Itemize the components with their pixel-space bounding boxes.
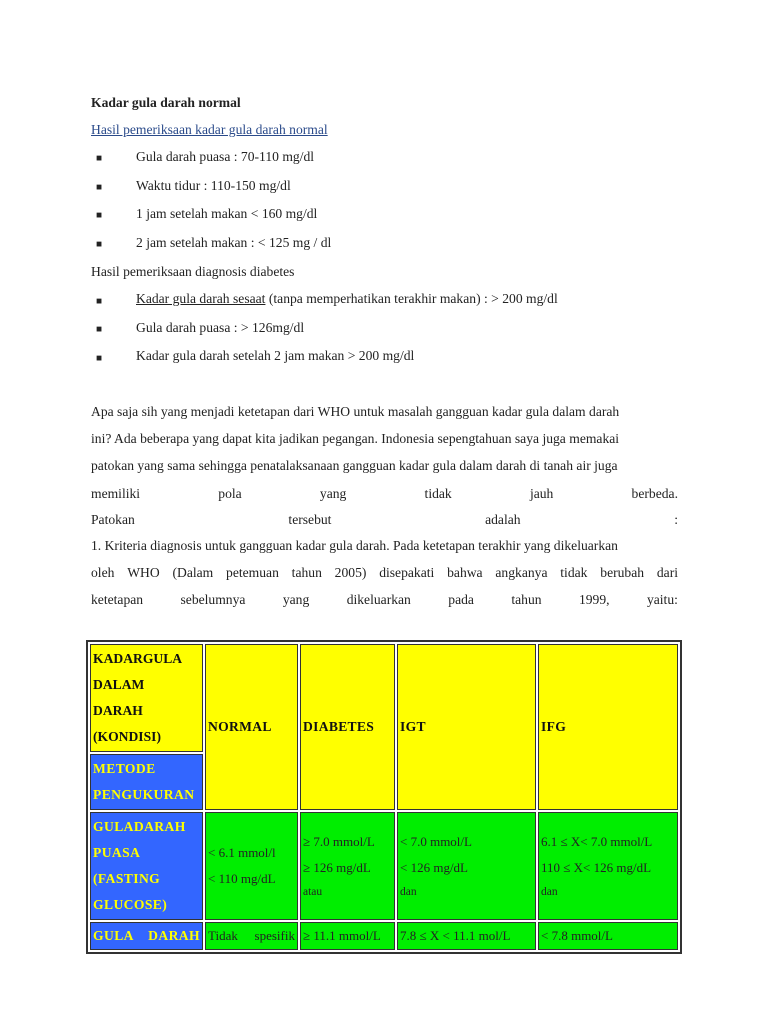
cell-text: ≥ 11.1 mmol/L	[303, 928, 381, 943]
word: petemuan	[226, 565, 279, 580]
word: tersebut	[288, 512, 332, 527]
word: dari	[656, 565, 678, 580]
cell-line: < 7.0 mmol/L	[400, 834, 472, 849]
paragraph-line: 1. Kriteria diagnosis untuk gangguan kadar gula darah. Pada ketetapan terakhir yang dikeluarkan	[91, 538, 618, 553]
paragraph-line: patokan yang sama sehingga penatalaksanaan gangguan kadar gula dalam darah di tanah air juga	[91, 458, 618, 473]
column-header-normal: NORMAL	[205, 644, 298, 810]
square-bullet-icon: ■	[96, 353, 103, 364]
word: WHO	[127, 565, 160, 580]
word: pada	[448, 592, 474, 607]
word: (Dalam	[172, 565, 214, 580]
word: dikeluarkan	[346, 592, 411, 607]
column-header-diabetes: DIABETES	[300, 644, 395, 810]
cell-line: dan	[541, 886, 558, 898]
normal-results-link[interactable]: Hasil pemeriksaan kadar gula darah normal	[91, 122, 328, 137]
cell-line: dan	[400, 886, 417, 898]
paragraph-line: Apa saja sih yang menjadi ketetapan dari WHO untuk masalah gangguan kadar gula dalam darah	[91, 404, 620, 419]
paragraph-line	[91, 512, 678, 528]
cell-igt	[397, 922, 536, 950]
paragraph-line	[91, 592, 678, 608]
cell-text: < 7.8 mmol/L	[541, 928, 613, 943]
cell-line: < 110 mg/dL	[208, 871, 276, 886]
cell-line: < 126 mg/dL	[400, 860, 468, 875]
header-word: KADAR	[93, 651, 143, 666]
list-item	[136, 291, 558, 307]
word: tidak	[560, 565, 588, 580]
header-word: METODE	[93, 761, 156, 776]
paragraph-line: ini? Ada beberapa yang dapat kita jadikan pegangan. Indonesia sepengtahuan saya juga memakai	[91, 431, 620, 446]
word: tahun	[511, 592, 542, 607]
header-word: DARAH	[93, 703, 143, 718]
header-word: PENGUKURAN	[93, 787, 195, 802]
word: tidak	[424, 486, 452, 501]
list-item: Gula darah puasa : > 126mg/dl	[136, 320, 305, 335]
random-glucose-link[interactable]: Kadar gula darah sesaat	[136, 291, 266, 306]
word: yang	[282, 592, 310, 607]
word: yang	[319, 486, 347, 501]
column-header-igt: IGT	[397, 644, 536, 810]
paragraph-line	[91, 565, 678, 581]
cell-text	[208, 926, 295, 946]
word: pola	[218, 486, 242, 501]
header-word: (KONDISI)	[93, 729, 161, 744]
word: oleh	[91, 565, 115, 580]
word: adalah	[485, 512, 521, 527]
label-word: DARAH	[133, 819, 186, 834]
cell-line: ≥ 126 mg/dL	[303, 860, 371, 875]
header-word: GULA	[142, 651, 183, 666]
diagnosis-heading: Hasil pemeriksaan diagnosis diabetes	[91, 264, 295, 279]
label-word: (FASTING	[93, 871, 161, 886]
cell-word: spesifik	[254, 928, 295, 943]
page-heading: Kadar gula darah normal	[91, 95, 241, 110]
row-label-text	[93, 814, 200, 918]
cell-text	[400, 829, 533, 903]
list-item: Kadar gula darah setelah 2 jam makan > 200 mg/dl	[136, 348, 415, 363]
cell-line: atau	[303, 886, 323, 898]
word: 1999,	[578, 592, 610, 607]
word: Patokan	[91, 512, 135, 527]
row-label-2h	[90, 922, 203, 950]
list-item: Gula darah puasa : 70-110 mg/dl	[136, 149, 315, 164]
word: tahun	[291, 565, 322, 580]
list-item-text: (tanpa memperhatikan terakhir makan) : > 200 mg/dl	[265, 291, 558, 306]
square-bullet-icon: ■	[96, 296, 103, 307]
cell-normal	[205, 922, 298, 950]
square-bullet-icon: ■	[96, 153, 103, 164]
cell-line: < 6.1 mmol/l	[208, 845, 276, 860]
cell-line: 110 ≤ X< 126 mg/dL	[541, 860, 652, 875]
cell-line: ≥ 7.0 mmol/L	[303, 834, 375, 849]
square-bullet-icon: ■	[96, 239, 103, 250]
paragraph-line	[91, 486, 678, 502]
label-word: GULA	[93, 819, 134, 834]
label-word: GULA	[93, 928, 134, 943]
row-label-text	[93, 926, 200, 946]
method-header	[93, 756, 200, 808]
list-item: 2 jam setelah makan : < 125 mg / dl	[136, 235, 332, 250]
cell-diabetes	[300, 812, 395, 920]
word: :	[674, 512, 678, 527]
word: disepakati	[379, 565, 435, 580]
word: ketetapan	[91, 592, 144, 607]
label-word: GLUCOSE)	[93, 897, 168, 912]
word: jauh	[529, 486, 554, 501]
label-word: PUASA	[93, 845, 141, 860]
word: memiliki	[91, 486, 141, 501]
condition-header-cell	[90, 644, 203, 752]
word: berbeda.	[631, 486, 678, 501]
cell-text	[541, 829, 675, 903]
criteria-table	[86, 640, 682, 954]
table-header-row	[90, 644, 678, 752]
cell-text	[208, 840, 295, 892]
list-item: 1 jam setelah makan < 160 mg/dl	[136, 206, 318, 221]
cell-diabetes	[300, 922, 395, 950]
word: 2005)	[334, 565, 367, 580]
word: sebelumnya	[180, 592, 246, 607]
square-bullet-icon: ■	[96, 182, 103, 193]
cell-normal	[205, 812, 298, 920]
table-row	[90, 922, 678, 950]
cell-text: 7.8 ≤ X < 11.1 mol/L	[400, 928, 511, 943]
cell-line: 6.1 ≤ X< 7.0 mmol/L	[541, 834, 653, 849]
cell-ifg	[538, 922, 678, 950]
word: angkanya	[495, 565, 548, 580]
list-item: Waktu tidur : 110-150 mg/dl	[136, 178, 291, 193]
square-bullet-icon: ■	[96, 324, 103, 335]
word: berubah	[600, 565, 645, 580]
word: yaitu:	[646, 592, 678, 607]
cell-text	[303, 829, 392, 903]
column-header-ifg: IFG	[538, 644, 678, 810]
method-header-cell	[90, 754, 203, 810]
cell-ifg	[538, 812, 678, 920]
square-bullet-icon: ■	[96, 210, 103, 221]
condition-header	[93, 646, 200, 750]
word: bahwa	[447, 565, 483, 580]
header-word: DALAM	[93, 677, 145, 692]
cell-word: Tidak	[208, 928, 238, 943]
cell-igt	[397, 812, 536, 920]
table-row	[90, 812, 678, 920]
label-word: DARAH	[148, 928, 200, 943]
row-label-fasting	[90, 812, 203, 920]
